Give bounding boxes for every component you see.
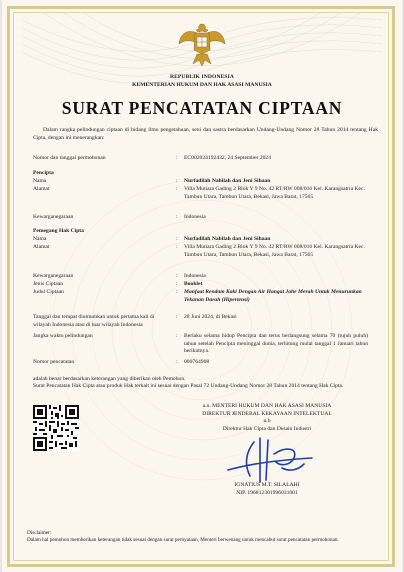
colon: :: [176, 289, 178, 295]
certificate-page: [2, 0, 402, 572]
disclaimer-text: Dalam hal pemohon memberikan keterangan tidak sesuai dengan surat pernyataan, Menteri berwenang untuk mencabut surat pencatatan permohonan.: [27, 537, 339, 543]
intro-paragraph: Dalam rangka pelindungan ciptaan di bidang ilmu pengetahuan, seni dan sastra berdasarkan Undang-Undang Nomor 28 Tahun 2014 tentang Hak Cipta, dengan ini menerangkan:: [33, 127, 378, 141]
holder-address-label: Alamat: [33, 244, 50, 250]
record-label: Nomor pencatatan: [33, 359, 75, 365]
director-general-line: DIREKTUR JENDERAL KEKAYAAN INTELEKTUAL: [202, 410, 332, 417]
application-value: EC002024192432, 24 September 2024: [184, 155, 272, 161]
publish-label: Tanggal dan tempat diumumkan untuk pertama kali di wilayah Indonesia atau di luar wilayah Indonesia: [33, 314, 155, 328]
colon: :: [176, 186, 178, 192]
disclaimer-label: Disclaimer:: [27, 530, 52, 536]
document-title: SURAT PENCATATAN CIPTAAN: [61, 98, 343, 118]
holder-name: Nurfadilah Nabilah dan Jeni Sihaan: [184, 236, 271, 242]
work-type: Booklet: [184, 281, 203, 287]
holder-section: Pemegang Hak Cipta: [33, 228, 84, 234]
director-line: Direktur Hak Cipta dan Desain Industri: [222, 425, 312, 432]
colon: :: [176, 281, 178, 287]
term-value: Berlaku selama hidup Pencipta dan terus berlangsung selama 70 (tujuh puluh) tahun setelah Pencipta meninggal dunia, terhitung mulai tanggal 1 Januari tahun berikutnya.: [184, 333, 368, 355]
signer-name: IGNATIUS M.T. SILALAHI: [234, 482, 300, 488]
holder-nationality: Indonesia: [184, 273, 206, 279]
creator-name-label: Nama: [33, 178, 47, 184]
term-label: Jangka waktu pelindungan: [33, 333, 93, 339]
colon: :: [176, 273, 178, 279]
on-behalf-line: a.n. MENTERI HUKUM DAN HAK ASASI MANUSIA: [202, 403, 332, 409]
creator-section: Pencipta: [33, 170, 54, 176]
closing-line-2: Surat Pencatatan Hak Cipta atau produk Hak terkait ini sesuai dengan Pasal 72 Undang-Undang Nomor 28 Tahun 2014 tentang Hak Cipta.: [33, 383, 344, 389]
work-type-label: Jenis Ciptaan: [33, 281, 63, 287]
colon: :: [176, 155, 178, 161]
creator-name: Nurfadilah Nabilah dan Jeni Sihaan: [184, 178, 271, 184]
creator-nationality: Indonesia: [184, 214, 206, 220]
holder-name-label: Nama: [33, 236, 47, 242]
work-title: Manfaat Rendam Kaki Dengan Air Hangat Jahe Merah Untuk Menurunkan Tekanan Darah (Hipertensi): [184, 289, 362, 303]
colon: :: [176, 214, 178, 220]
colon: :: [176, 314, 178, 320]
creator-address-label: Alamat: [33, 186, 50, 192]
colon: :: [176, 178, 178, 184]
disclaimer: [27, 530, 387, 544]
application-label: Nomor dan tanggal permohonan: [33, 155, 106, 161]
handwritten-signature-icon: [224, 434, 316, 488]
header-republic: REPUBLIK INDONESIA: [169, 74, 235, 80]
closing-line-1: adalah benar berdasarkan keterangan yang diberikan oleh Pemohon.: [33, 376, 186, 382]
colon: :: [176, 333, 178, 339]
ub-line: u.b: [263, 418, 271, 425]
qr-code-icon: [33, 405, 79, 451]
colon: :: [176, 244, 178, 250]
creator-nationality-label: Kewarganegaraan: [33, 214, 74, 220]
creator-address: Villa Mutiara Gading 2 Blok Y 9 No. 42 RT/RW 008/016 Kel. Karangsatria Kec. Tambun Utara, Tambun Utara, Bekasi, Jawa Barat, 17565: [184, 186, 365, 200]
header-ministry: KEMENTERIAN HUKUM DAN HAK ASASI MANUSIA: [132, 82, 272, 88]
colon: :: [176, 359, 178, 365]
publish-value: 28 Juni 2024, di Bekasi: [184, 314, 237, 320]
holder-nationality-label: Kewarganegaraan: [33, 273, 74, 279]
holder-address: Villa Mutiara Gading 2 Blok Y 9 No. 42 RT/RW 008/016 Kel. Karangsatria Kec. Tambun Utara, Tambun Utara, Bekasi, Jawa Barat, 17565: [184, 244, 365, 258]
signer-nip: NIP. 196812301996031001: [236, 490, 298, 496]
signature-block: [182, 403, 352, 433]
colon: :: [176, 236, 178, 242]
work-title-label: Judul Ciptaan: [33, 289, 64, 295]
record-number: 000764908: [184, 359, 210, 365]
garuda-emblem-icon: [177, 20, 227, 70]
